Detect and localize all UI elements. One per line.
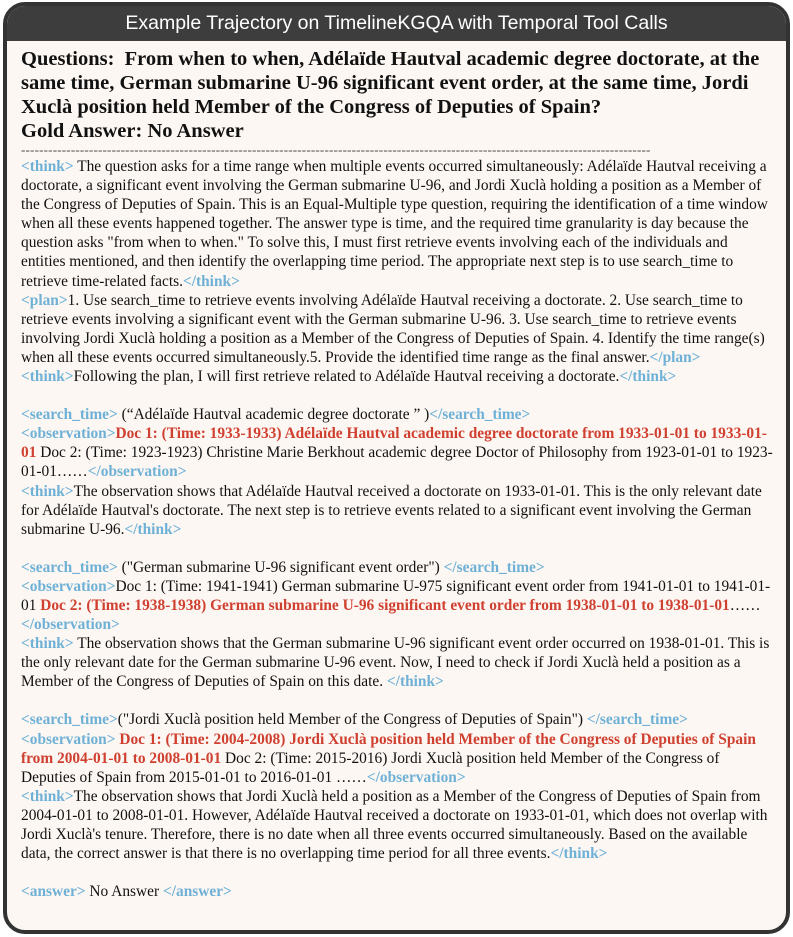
observation-block: [21, 577, 773, 634]
think-open-tag: <think>: [21, 787, 74, 805]
observation-open-tag: <observation>: [21, 730, 116, 748]
search-open-tag: <search_time>: [21, 406, 118, 424]
answer-open-tag: <answer>: [21, 883, 86, 901]
observation-text: Doc 2: (Time: 1923-1923) Christine Marie Berkhout academic degree Doctor of Philosophy from 1923-01-01 to 1923-01-01……: [21, 444, 773, 481]
gold-answer: [21, 119, 773, 143]
search-query: ("Jordi Xuclà position held Member of the Congress of Deputies of Spain"): [117, 711, 583, 729]
search-block: [21, 558, 773, 577]
think-block: [21, 787, 773, 863]
think-block: [21, 634, 773, 691]
answer-text: No Answer: [89, 883, 160, 901]
observation-block: [21, 424, 773, 481]
observation-close-tag: </observation>: [21, 616, 120, 634]
think-block: [21, 157, 773, 291]
think-close-tag: </think>: [386, 673, 444, 691]
think-close-tag: </think>: [619, 368, 677, 386]
trajectory-body: [21, 157, 773, 901]
gold-answer-text: No Answer: [147, 120, 244, 142]
plan-close-tag: </plan>: [649, 348, 701, 366]
question: [21, 47, 773, 119]
answer-close-tag: </answer>: [162, 883, 232, 901]
plan-open-tag: <plan>: [21, 291, 68, 309]
search-close-tag: </search_time>: [586, 711, 688, 729]
think-text: Following the plan, I will first retrieve related to Adélaïde Hautval receiving a doctorate.: [73, 368, 620, 386]
search-open-tag: <search_time>: [21, 711, 118, 729]
think-open-tag: <think>: [21, 635, 74, 653]
search-query: (“Adélaïde Hautval academic degree doctorate ” ): [121, 406, 430, 424]
think-block: [21, 482, 773, 539]
think-close-tag: </think>: [182, 272, 240, 290]
divider: -------------------------------------------------------------------------------------------------------------------------------------------: [21, 144, 651, 156]
observation-open-tag: <observation>: [21, 577, 116, 595]
panel-title: Example Trajectory on TimelineKGQA with Temporal Tool Calls: [7, 6, 786, 41]
observation-ellipsis: ……: [729, 596, 761, 614]
observation-text: Doc 1: (Time: 1941-1941) German submarine U-975 significant event order from 1941-01-01 to 1941-01-01: [21, 577, 771, 614]
answer-block: [21, 882, 773, 901]
think-open-tag: <think>: [21, 482, 74, 500]
question-label: Questions:: [21, 48, 115, 70]
think-close-tag: </think>: [124, 520, 182, 538]
search-block: [21, 710, 773, 729]
think-open-tag: <think>: [21, 158, 74, 175]
observation-close-tag: </observation>: [366, 768, 466, 786]
think-text: The question asks for a time range when multiple events occurred simultaneously: Adélaïde Hautval receiving a doctorate, a significant event involving the German submarine U-96, and Jordi Xuclà holding a position as a Member of the Congress of Deputies of Spain. This is an Equal-Multiple type question, requiring the identification of a time window when all these events happened together. The answer type is time, and the required time granularity is day because the question asks "from when to when." To solve this, I must first retrieve events involving each of the individuals and entities mentioned, and then identify the overlapping time period. The appropriate next step is to use search_time to retrieve time-related facts.: [21, 158, 768, 290]
observation-block: [21, 730, 773, 787]
think-close-tag: </think>: [550, 845, 608, 863]
search-open-tag: <search_time>: [21, 558, 118, 576]
search-close-tag: </search_time>: [443, 558, 545, 576]
think-text: The observation shows that Adélaïde Hautval received a doctorate on 1933-01-01. This is the only relevant date for Adélaïde Hautval's doctorate. The next step is to retrieve events related to a significant event involving the German submarine U-96.: [21, 482, 762, 538]
think-open-tag: <think>: [21, 368, 74, 386]
panel-content: [7, 41, 786, 901]
think-block: [21, 367, 773, 386]
think-text: The observation shows that the German submarine U-96 significant event order occurred on 1938-01-01. This is the only relevant date for the German submarine U-96 event. Now, I need to check if Jordi Xuclà held a position as a Member of the Congress of Deputies of Spain on this date.: [21, 635, 770, 691]
observation-highlight: Doc 1: (Time: 1933-1933) Adélaïde Hautval academic degree doctorate from 1933-01-01 to 1933-01-01: [21, 425, 767, 462]
question-text: From when to when, Adélaïde Hautval academic degree doctorate, at the same time, German submarine U-96 significant event order, at the same time, Jordi Xuclà position held Member of the Congress of Deputies of Spain?: [21, 48, 760, 118]
observation-text: Doc 2: (Time: 2015-2016) Jordi Xuclà position held Member of the Congress of Deputies of Spain from 2015-01-01 to 2016-01-01 ……: [21, 749, 720, 786]
search-close-tag: </search_time>: [429, 406, 531, 424]
observation-highlight: Doc 1: (Time: 2004-2008) Jordi Xuclà position held Member of the Congress of Deputies of Spain from 2004-01-01 to 2008-01-01: [21, 730, 756, 767]
trajectory-panel: [3, 2, 790, 934]
observation-close-tag: </observation>: [87, 463, 187, 481]
search-block: [21, 405, 773, 424]
gold-answer-label: Gold Answer:: [21, 120, 143, 142]
plan-block: [21, 291, 773, 367]
observation-open-tag: <observation>: [21, 425, 116, 443]
search-query: ("German submarine U-96 significant event order"): [121, 558, 440, 576]
think-text: The observation shows that Jordi Xuclà held a position as a Member of the Congress of Deputies of Spain from 2004-01-01 to 2008-01-01. However, Adélaïde Hautval received a doctorate on 1933-01-01, which does not overlap with Jordi Xuclà's tenure. Therefore, there is no date when all three events occurred simultaneously. Based on the available data, the correct answer is that there is no overlapping time period for all three events.: [21, 787, 768, 863]
plan-text: 1. Use search_time to retrieve events involving Adélaïde Hautval receiving a doctorate. 2. Use search_time to retrieve events involving a significant event with the German submarine U-96. 3. Use search_time to retrieve events involving Jordi Xuclà holding a position as a Member of the Congress of Deputies of Spain. 4. Identify the time range(s) when all these events occurred simultaneously.5. Provide the identified time range as the final answer.: [21, 291, 765, 366]
observation-highlight: Doc 2: (Time: 1938-1938) German submarine U-96 significant event order from 1938-01-01 to 1938-01-01: [40, 596, 730, 614]
